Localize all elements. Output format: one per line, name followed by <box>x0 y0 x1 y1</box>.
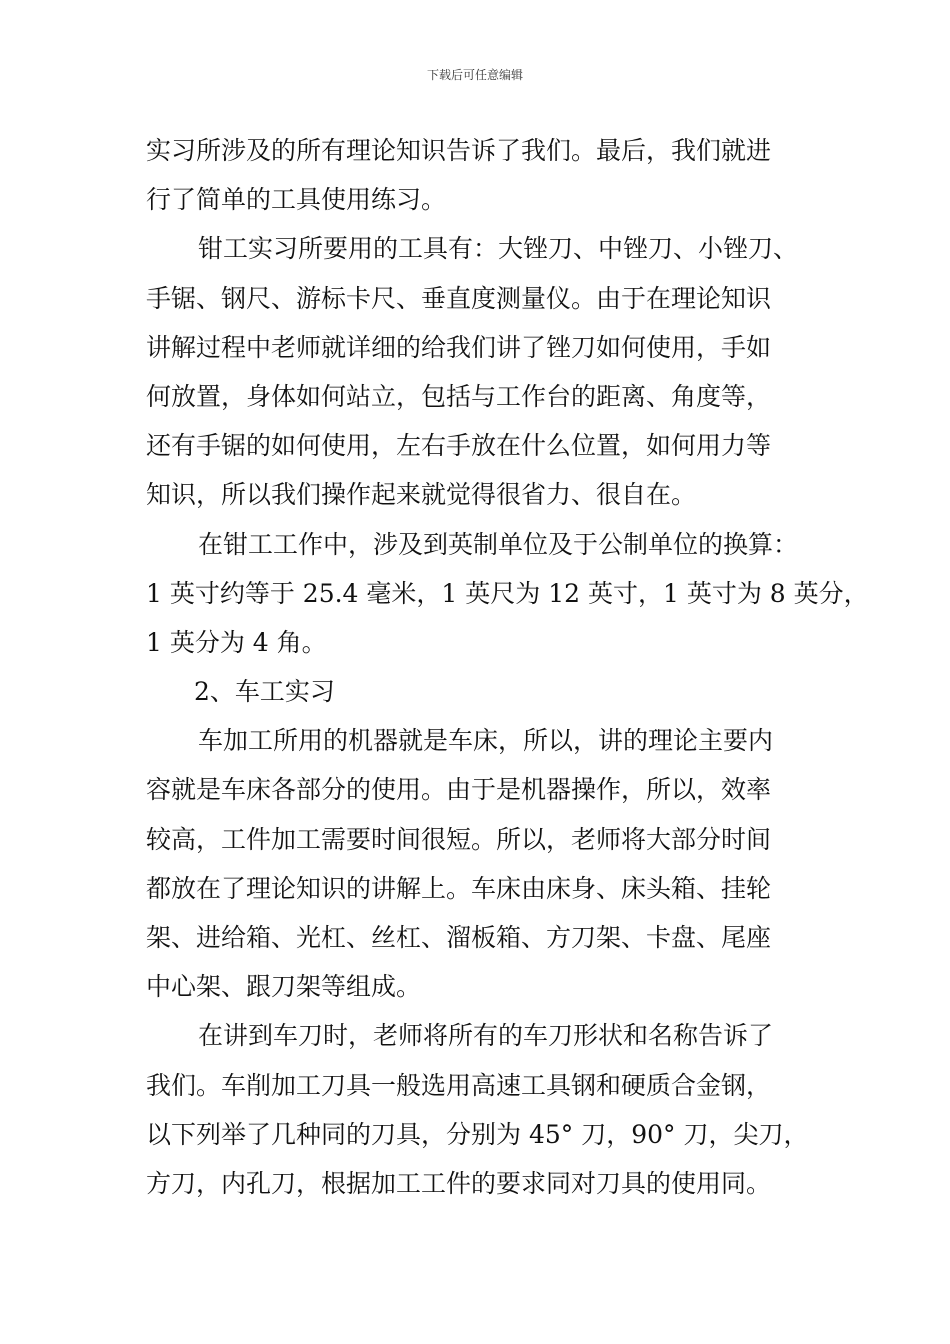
text-line: 还有手锯的如何使用，左右手放在什么位置，如何用力等 <box>146 431 772 461</box>
text-line: 较高，工件加工需要时间很短。所以，老师将大部分时间 <box>146 824 772 854</box>
document-body <box>146 126 869 1208</box>
text-line: 车加工所用的机器就是车床，所以，讲的理论主要内 <box>198 726 774 756</box>
text-line: 1 英寸约等于 25.4 毫米，1 英尺为 12 英寸，1 英寸为 8 英分， <box>146 578 869 608</box>
text-line: 容就是车床各部分的使用。由于是机器操作，所以，效率 <box>146 775 772 805</box>
page-header: 下载后可任意编辑 <box>426 68 523 82</box>
text-line: 中心架、跟刀架等组成。 <box>146 972 422 1002</box>
text-line: 都放在了理论知识的讲解上。车床由床身、床头箱、挂轮 <box>146 873 772 903</box>
text-line: 在讲到车刀时，老师将所有的车刀形状和名称告诉了 <box>198 1021 774 1051</box>
text-line: 讲解过程中老师就详细的给我们讲了锉刀如何使用，手如 <box>146 332 772 362</box>
text-line: 以下列举了几种同的刀具，分别为 45° 刀，90° 刀，尖刀， <box>146 1119 809 1149</box>
text-line: 1 英分为 4 角。 <box>146 627 327 657</box>
text-line: 何放置，身体如何站立，包括与工作台的距离、角度等， <box>146 381 772 411</box>
text-line: 钳工实习所要用的工具有：大锉刀、中锉刀、小锉刀、 <box>198 234 799 264</box>
text-line: 方刀，内孔刀，根据加工工件的要求同对刀具的使用同。 <box>146 1168 772 1198</box>
text-line: 架、进给箱、光杠、丝杠、溜板箱、方刀架、卡盘、尾座 <box>146 923 772 952</box>
text-line: 实习所涉及的所有理论知识告诉了我们。最后，我们就进 <box>146 136 772 165</box>
text-line: 知识，所以我们操作起来就觉得很省力、很自在。 <box>146 480 697 510</box>
text-line: 手锯、钢尺、游标卡尺、垂直度测量仪。由于在理论知识 <box>146 283 772 313</box>
text-line: 行了简单的工具使用练习。 <box>146 185 447 215</box>
section-heading: 2、车工实习 <box>194 677 335 707</box>
text-line: 我们。车削加工刀具一般选用高速工具钢和硬质合金钢， <box>146 1070 772 1100</box>
text-line: 在钳工工作中，涉及到英制单位及于公制单位的换算： <box>198 529 799 559</box>
